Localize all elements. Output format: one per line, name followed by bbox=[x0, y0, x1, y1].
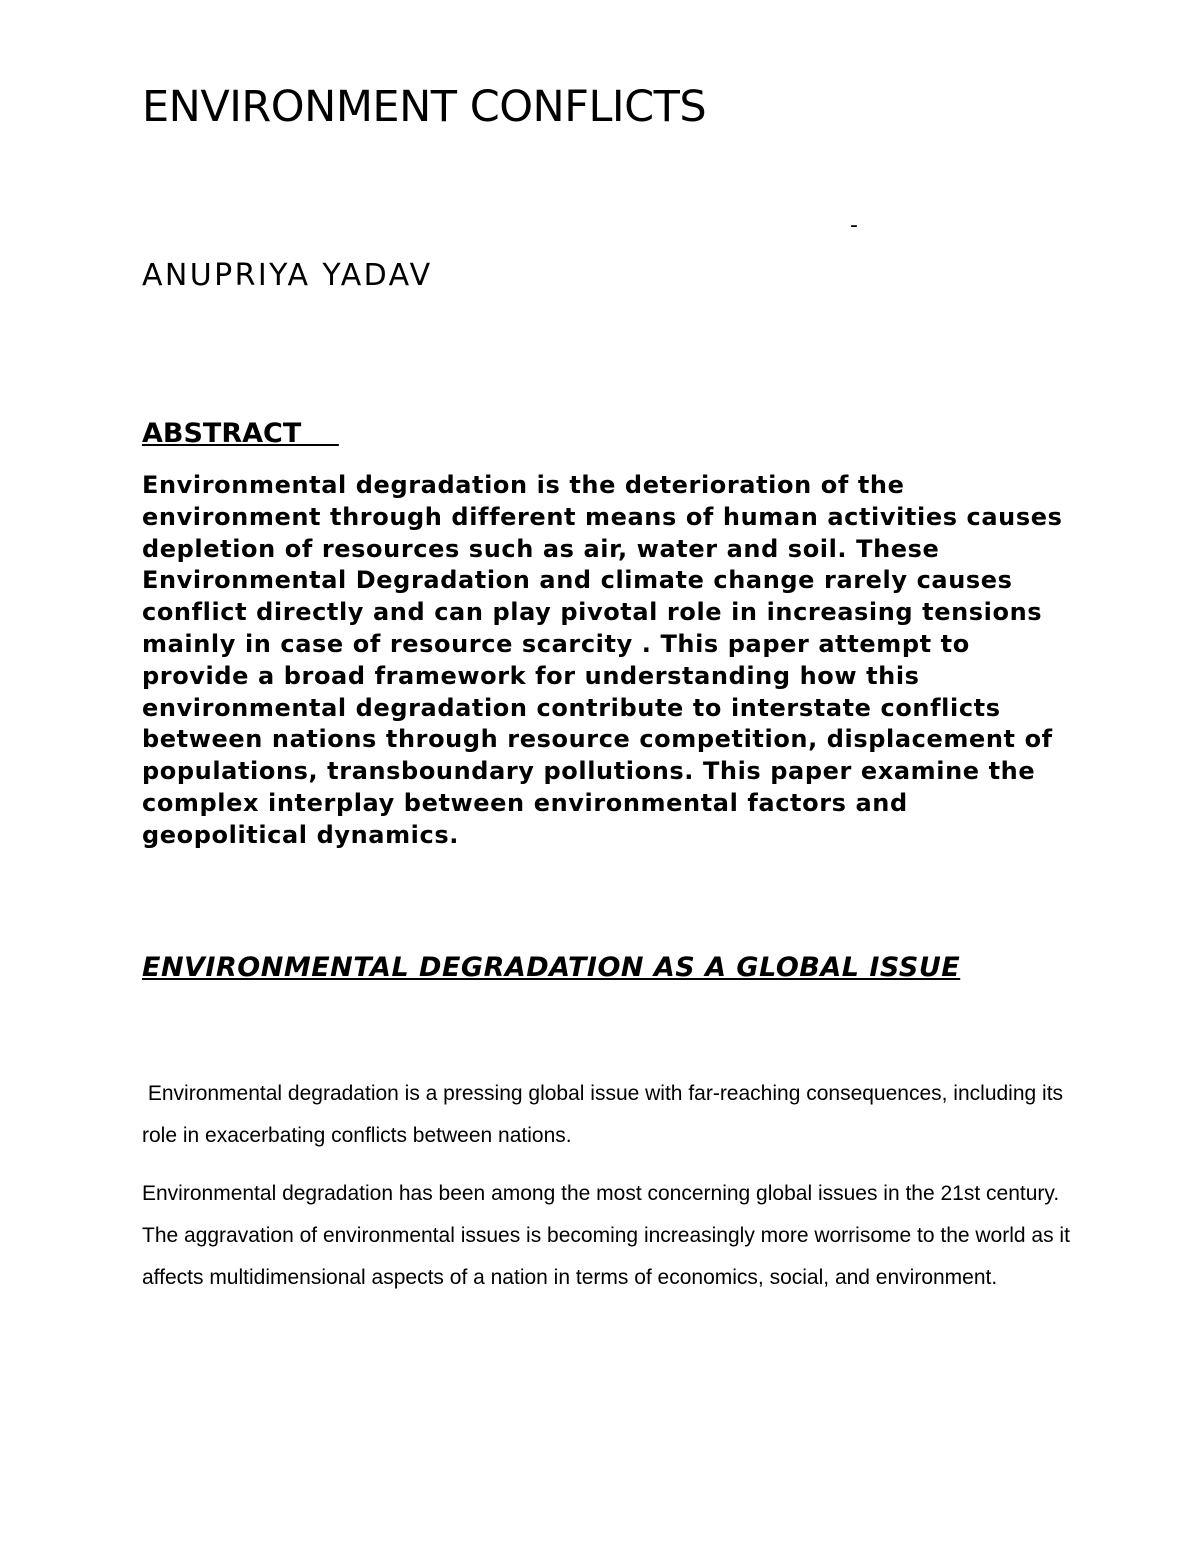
section-paragraph-1: Environmental degradation is a pressing global issue with far-reaching consequences, including its role in exacerbating conflicts between nations. bbox=[142, 1082, 1069, 1147]
abstract-heading: ABSTRACT bbox=[142, 418, 339, 449]
section-heading: ENVIRONMENTAL DEGRADATION AS A GLOBAL ISSUE bbox=[142, 952, 961, 983]
dash-mark: - bbox=[850, 213, 858, 238]
abstract-body: Environmental degradation is the deterioration of the environment through different means of human activities causes depletion of resources such as air, water and soil. These Environmental Degradation and climate change rarely causes conflict directly and can play pivotal role in increasing tensions mainly in case of resource scarcity . This paper attempt to provide a broad framework for understanding how this environmental degradation contribute to interstate conflicts between nations through resource competition, displacement of populations, transboundary pollutions. This paper examine the complex interplay between environmental factors and geopolitical dynamics. bbox=[142, 471, 1063, 849]
section-paragraph-2: Environmental degradation has been among the most concerning global issues in the 21st century. The aggravation of environmental issues is becoming increasingly more worrisome to the world as it affects multidimensional aspects of a nation in terms of economics, social, and environment. bbox=[142, 1182, 1070, 1289]
document-title: ENVIRONMENT CONFLICTS bbox=[142, 82, 707, 132]
author-name: ANUPRIYA YADAV bbox=[142, 258, 433, 293]
